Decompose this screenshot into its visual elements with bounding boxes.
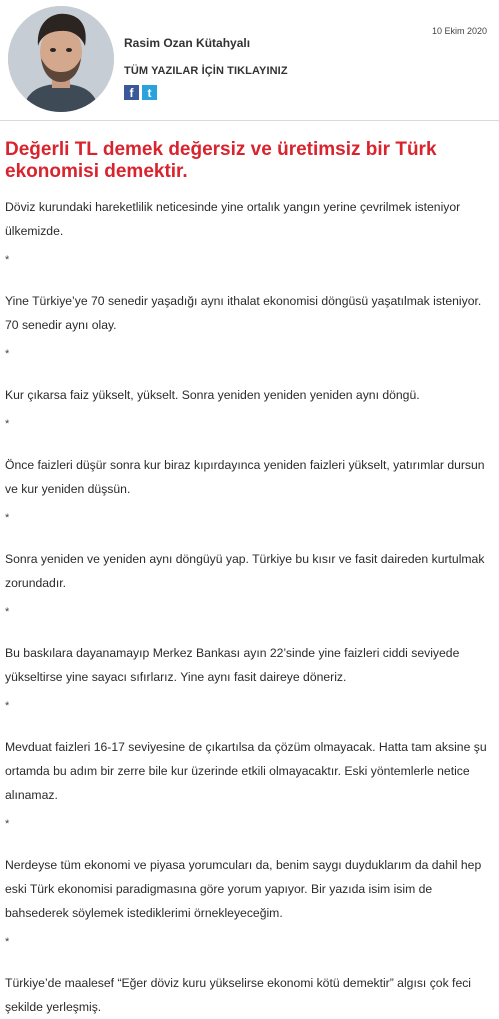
separator: * bbox=[5, 348, 10, 360]
paragraph: Türkiye’de maalesef “Eğer döviz kuru yükselirse ekonomi kötü demektir” algısı çok feci şekilde yerleşmiş. bbox=[5, 976, 472, 1014]
separator: * bbox=[5, 700, 10, 712]
article-body bbox=[0, 121, 499, 1019]
social-buttons bbox=[124, 85, 157, 100]
article-title: Değerli TL demek değersiz ve üretimsiz bir Türk ekonomisi demektir. bbox=[5, 139, 437, 182]
all-posts-link[interactable]: TÜM YAZILAR İÇİN TIKLAYINIZ bbox=[124, 65, 288, 77]
paragraph: Sonra yeniden ve yeniden aynı döngüyü yap. Türkiye bu kısır ve fasit daireden kurtulmak zorundadır. bbox=[5, 552, 485, 590]
paragraph: Döviz kurundaki hareketlilik neticesinde yine ortalık yangın yerine çevrilmek isteniyor ülkemizde. bbox=[5, 200, 461, 238]
publish-date: 10 Ekim 2020 bbox=[431, 26, 487, 36]
author-name[interactable]: Rasim Ozan Kütahyalı bbox=[124, 36, 251, 50]
separator: * bbox=[5, 936, 10, 948]
twitter-icon[interactable]: t bbox=[142, 85, 157, 100]
paragraph: Yine Türkiye’ye 70 senedir yaşadığı aynı ithalat ekonomisi döngüsü yaşatılmak isteniyor. 70 senedir aynı olay. bbox=[5, 294, 482, 332]
author-header bbox=[0, 0, 499, 121]
paragraph: Önce faizleri düşür sonra kur biraz kıpırdayınca yeniden faizleri yükselt, yatırımlar dursun ve kur yeniden düşsün. bbox=[5, 458, 485, 496]
paragraph: Mevduat faizleri 16-17 seviyesine de çıkartılsa da çözüm olmayacak. Hatta tam aksine şu ortamda bu adım bir zerre bile kur üzerinde etkili olmayacaktır. Eski yöntemlerle netice alınamaz. bbox=[5, 740, 487, 802]
author-photo bbox=[8, 6, 114, 112]
separator: * bbox=[5, 818, 10, 830]
separator: * bbox=[5, 254, 10, 266]
paragraph: Bu baskılara dayanamayıp Merkez Bankası ayın 22’sinde yine faizleri ciddi seviyede yükseltirse yine sayacı sıfırlarız. Yine aynı fasit daireye döneriz. bbox=[5, 646, 460, 684]
author-avatar[interactable] bbox=[8, 6, 114, 112]
facebook-icon[interactable]: f bbox=[124, 85, 139, 100]
paragraph: Kur çıkarsa faiz yükselt, yükselt. Sonra yeniden yeniden yeniden aynı döngü. bbox=[5, 388, 420, 402]
separator: * bbox=[5, 418, 10, 430]
separator: * bbox=[5, 606, 10, 618]
separator: * bbox=[5, 512, 10, 524]
paragraph: Nerdeyse tüm ekonomi ve piyasa yorumcuları da, benim saygı duyduklarım da dahil hep eski Türk ekonomisi paradigmasına göre yorum yapıyor. Bir yazıda isim isim de bahsederek söylemek istediklerimi örnekleyeceğim. bbox=[5, 858, 482, 920]
